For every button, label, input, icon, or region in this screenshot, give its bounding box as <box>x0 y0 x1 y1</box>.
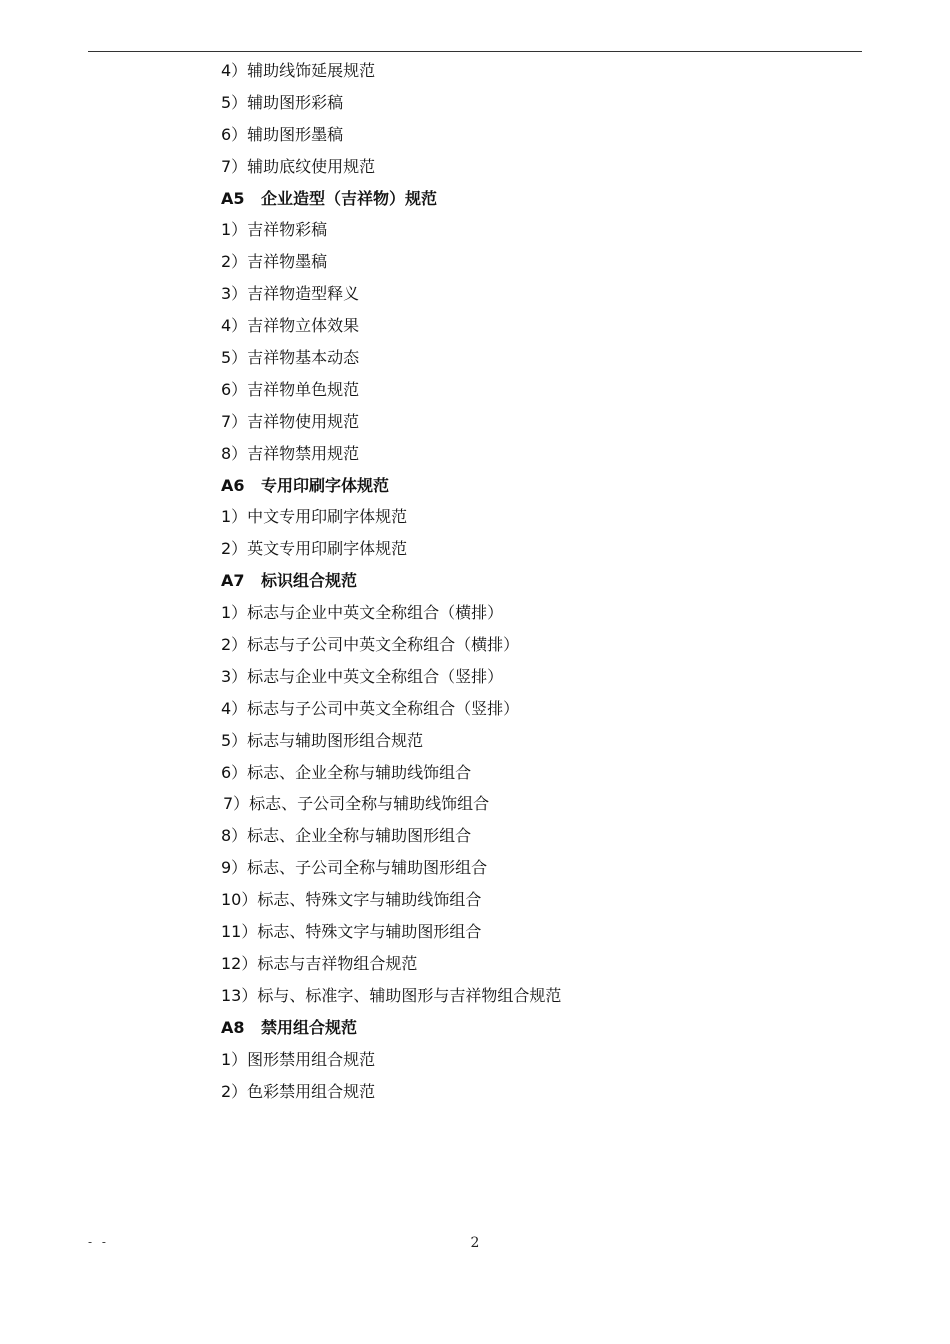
toc-item <box>221 533 861 565</box>
toc-item-text: 3）吉祥物造型释义 <box>221 284 360 304</box>
section-title: 标识组合规范 <box>261 571 358 591</box>
toc-item <box>221 214 861 246</box>
toc-item-text: 8）吉祥物禁用规范 <box>221 443 360 463</box>
toc-item-text: 4）标志与子公司中英文全称组合（竖排） <box>221 698 520 718</box>
toc-item <box>221 278 861 310</box>
toc-item <box>221 55 861 87</box>
toc-item <box>221 374 861 406</box>
toc-item <box>221 757 861 789</box>
toc-item-text: 2）标志与子公司中英文全称组合（横排） <box>221 635 520 655</box>
toc-item-text: 2）英文专用印刷字体规范 <box>221 539 408 559</box>
toc-item <box>221 884 861 916</box>
table-of-contents <box>221 55 861 1107</box>
toc-item <box>221 597 861 629</box>
toc-item-text: 6）标志、企业全称与辅助线饰组合 <box>221 762 472 782</box>
toc-item-text: 9）标志、子公司全称与辅助图形组合 <box>221 858 488 878</box>
toc-item-text: 10）标志、特殊文字与辅助线饰组合 <box>221 890 482 910</box>
toc-item-text: 4）吉祥物立体效果 <box>221 316 360 336</box>
section-title: 专用印刷字体规范 <box>261 475 390 495</box>
section-code: A5 <box>221 188 245 208</box>
section-code: A8 <box>221 1017 245 1037</box>
toc-item <box>221 693 861 725</box>
toc-item-text: 1）图形禁用组合规范 <box>221 1049 376 1069</box>
toc-item-text: 5）吉祥物基本动态 <box>221 348 360 368</box>
section-heading <box>221 565 861 597</box>
toc-item-text: 12）标志与吉祥物组合规范 <box>221 953 418 973</box>
footer-mark: - - <box>88 1235 109 1249</box>
toc-item <box>221 501 861 533</box>
toc-item <box>221 980 861 1012</box>
section-heading <box>221 1012 861 1044</box>
toc-item-text: 7）吉祥物使用规范 <box>221 411 360 431</box>
toc-item-text: 7）辅助底纹使用规范 <box>221 156 376 176</box>
toc-item-text: 11）标志、特殊文字与辅助图形组合 <box>221 922 482 942</box>
toc-item <box>221 820 861 852</box>
page-number: 2 <box>470 1235 480 1251</box>
toc-item <box>221 788 861 820</box>
toc-item-text: 2）吉祥物墨稿 <box>221 252 328 272</box>
toc-item <box>221 916 861 948</box>
toc-item <box>221 1076 861 1108</box>
toc-item <box>221 725 861 757</box>
toc-item-text: 5）标志与辅助图形组合规范 <box>221 730 424 750</box>
toc-item <box>221 438 861 470</box>
toc-item-text: 8）标志、企业全称与辅助图形组合 <box>221 826 472 846</box>
toc-item-text: 7）标志、子公司全称与辅助线饰组合 <box>223 794 490 814</box>
toc-item-text: 1）吉祥物彩稿 <box>221 220 328 240</box>
toc-item-text: 4）辅助线饰延展规范 <box>221 61 376 80</box>
toc-item-text: 1）中文专用印刷字体规范 <box>221 507 408 527</box>
toc-item <box>221 342 861 374</box>
section-heading <box>221 183 861 215</box>
toc-item-text: 6）吉祥物单色规范 <box>221 379 360 399</box>
toc-item-text: 13）标与、标准字、辅助图形与吉祥物组合规范 <box>221 985 562 1005</box>
toc-item <box>221 246 861 278</box>
section-code: A7 <box>221 571 245 591</box>
toc-item <box>221 629 861 661</box>
toc-item-text: 2）色彩禁用组合规范 <box>221 1081 376 1101</box>
toc-item <box>221 151 861 183</box>
section-title: 禁用组合规范 <box>261 1017 358 1037</box>
toc-item <box>221 119 861 151</box>
toc-item-text: 1）标志与企业中英文全称组合（横排） <box>221 603 504 623</box>
toc-item <box>221 1044 861 1076</box>
toc-item <box>221 406 861 438</box>
section-heading <box>221 470 861 502</box>
toc-item <box>221 661 861 693</box>
toc-item-text: 5）辅助图形彩稿 <box>221 92 344 112</box>
toc-item <box>221 948 861 980</box>
section-code: A6 <box>221 475 245 495</box>
toc-item <box>221 852 861 884</box>
toc-item <box>221 87 861 119</box>
toc-item <box>221 310 861 342</box>
header-rule <box>88 51 862 52</box>
section-title: 企业造型（吉祥物）规范 <box>261 188 438 208</box>
toc-item-text: 3）标志与企业中英文全称组合（竖排） <box>221 666 504 686</box>
toc-item-text: 6）辅助图形墨稿 <box>221 124 344 144</box>
